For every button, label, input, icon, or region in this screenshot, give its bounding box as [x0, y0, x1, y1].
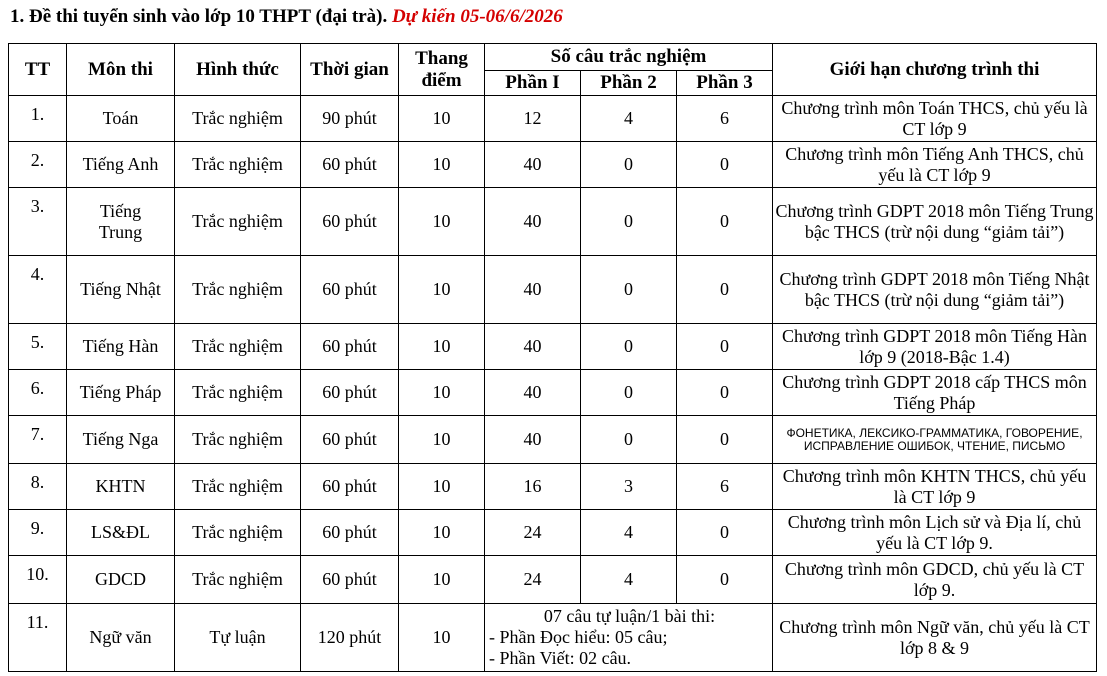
cell-scale: 10 [399, 96, 485, 142]
cell-essay-structure [485, 604, 773, 672]
cell-part2: 0 [581, 188, 677, 256]
cell-tt: 4. [9, 256, 67, 324]
cell-tt: 3. [9, 188, 67, 256]
header-part3: Phần 3 [677, 71, 773, 96]
cell-scale: 10 [399, 256, 485, 324]
cell-scale: 10 [399, 324, 485, 370]
cell-part1: 40 [485, 142, 581, 188]
cell-time: 60 phút [301, 556, 399, 604]
cell-format: Trắc nghiệm [175, 510, 301, 556]
cell-subject: Tiếng Nhật [67, 256, 175, 324]
table-row [9, 416, 1097, 464]
cell-scope: Chương trình môn Tiếng Anh THCS, chủ yếu là CT lớp 9 [773, 142, 1097, 188]
cell-subject: GDCD [67, 556, 175, 604]
header-tt: TT [9, 44, 67, 96]
essay-line-2: - Phần Đọc hiểu: 05 câu; [489, 627, 668, 647]
cell-subject: Ngữ văn [67, 604, 175, 672]
cell-tt: 5. [9, 324, 67, 370]
cell-time: 60 phút [301, 324, 399, 370]
cell-part3: 0 [677, 188, 773, 256]
cell-time: 90 phút [301, 96, 399, 142]
cell-part3: 0 [677, 324, 773, 370]
cell-subject: Tiếng Anh [67, 142, 175, 188]
header-scale: Thang điểm [399, 44, 485, 96]
cell-scope: Chương trình môn Toán THCS, chủ yếu là CT lớp 9 [773, 96, 1097, 142]
cell-format: Tự luận [175, 604, 301, 672]
cell-scale: 10 [399, 370, 485, 416]
cell-scale: 10 [399, 510, 485, 556]
cell-time: 60 phút [301, 464, 399, 510]
cell-part3: 0 [677, 416, 773, 464]
cell-time: 120 phút [301, 604, 399, 672]
cell-part2: 3 [581, 464, 677, 510]
essay-line-1: 07 câu tự luận/1 bài thi: [543, 606, 716, 626]
cell-part2: 4 [581, 510, 677, 556]
cell-time: 60 phút [301, 256, 399, 324]
table-row [9, 96, 1097, 142]
header-subject: Môn thi [67, 44, 175, 96]
table-row [9, 510, 1097, 556]
table-row [9, 370, 1097, 416]
cell-tt: 2. [9, 142, 67, 188]
cell-scale: 10 [399, 188, 485, 256]
cell-format: Trắc nghiệm [175, 464, 301, 510]
cell-scale: 10 [399, 604, 485, 672]
cell-part1: 24 [485, 510, 581, 556]
cell-format: Trắc nghiệm [175, 142, 301, 188]
cell-scope: Chương trình môn Lịch sử và Địa lí, chủ yếu là CT lớp 9. [773, 510, 1097, 556]
cell-scope: ФОНЕТИКА, ЛЕКСИКО-ГРАММАТИКА, ГОВОРЕНИЕ, ИСПРАВЛЕНИЕ ОШИБОК, ЧТЕНИЕ, ПИСЬМО [773, 416, 1097, 464]
cell-part1: 24 [485, 556, 581, 604]
table-row [9, 256, 1097, 324]
cell-tt: 10. [9, 556, 67, 604]
cell-format: Trắc nghiệm [175, 256, 301, 324]
table-row [9, 556, 1097, 604]
cell-part3: 0 [677, 142, 773, 188]
cell-part2: 4 [581, 96, 677, 142]
header-part1: Phần I [485, 71, 581, 96]
table-row [9, 324, 1097, 370]
cell-scope: Chương trình GDPT 2018 môn Tiếng Trung bậc THCS (trừ nội dung “giảm tải”) [773, 188, 1097, 256]
cell-subject: Tiếng Trung [67, 188, 175, 256]
cell-tt: 8. [9, 464, 67, 510]
cell-scope: Chương trình môn KHTN THCS, chủ yếu là CT lớp 9 [773, 464, 1097, 510]
cell-subject: LS&ĐL [67, 510, 175, 556]
cell-subject: Tiếng Hàn [67, 324, 175, 370]
header-time: Thời gian [301, 44, 399, 96]
header-scope: Giới hạn chương trình thi [773, 44, 1097, 96]
cell-scale: 10 [399, 142, 485, 188]
cell-time: 60 phút [301, 510, 399, 556]
cell-part3: 0 [677, 370, 773, 416]
header-format: Hình thức [175, 44, 301, 96]
cell-time: 60 phút [301, 416, 399, 464]
cell-part2: 0 [581, 324, 677, 370]
table-row [9, 188, 1097, 256]
cell-part1: 40 [485, 370, 581, 416]
cell-part3: 6 [677, 464, 773, 510]
cell-part2: 0 [581, 370, 677, 416]
cell-part1: 40 [485, 256, 581, 324]
cell-format: Trắc nghiệm [175, 556, 301, 604]
heading-exam-date: Dự kiến 05-06/6/2026 [391, 6, 563, 27]
cell-tt: 7. [9, 416, 67, 464]
cell-part1: 12 [485, 96, 581, 142]
cell-tt: 1. [9, 96, 67, 142]
page-heading [10, 6, 563, 28]
cell-tt: 9. [9, 510, 67, 556]
cell-time: 60 phút [301, 370, 399, 416]
cell-scale: 10 [399, 464, 485, 510]
cell-part1: 40 [485, 324, 581, 370]
cell-time: 60 phút [301, 142, 399, 188]
exam-table [8, 43, 1097, 672]
cell-subject: KHTN [67, 464, 175, 510]
table-row [9, 464, 1097, 510]
cell-scope: Chương trình môn Ngữ văn, chủ yếu là CT lớp 8 & 9 [773, 604, 1097, 672]
cell-part2: 0 [581, 416, 677, 464]
cell-format: Trắc nghiệm [175, 96, 301, 142]
cell-part2: 0 [581, 256, 677, 324]
header-questions-group: Số câu trắc nghiệm [485, 44, 773, 71]
cell-subject: Toán [67, 96, 175, 142]
cell-format: Trắc nghiệm [175, 188, 301, 256]
cell-subject: Tiếng Pháp [67, 370, 175, 416]
cell-part1: 16 [485, 464, 581, 510]
cell-part1: 40 [485, 188, 581, 256]
header-part2: Phần 2 [581, 71, 677, 96]
essay-line-3: - Phần Viết: 02 câu. [489, 648, 632, 668]
cell-scope: Chương trình GDPT 2018 môn Tiếng Nhật bậc THCS (trừ nội dung “giảm tải”) [773, 256, 1097, 324]
cell-format: Trắc nghiệm [175, 324, 301, 370]
cell-scope: Chương trình môn GDCD, chủ yếu là CT lớp 9. [773, 556, 1097, 604]
cell-subject: Tiếng Nga [67, 416, 175, 464]
cell-scale: 10 [399, 416, 485, 464]
cell-part3: 0 [677, 510, 773, 556]
cell-scope: Chương trình GDPT 2018 cấp THCS môn Tiếng Pháp [773, 370, 1097, 416]
table-row [9, 142, 1097, 188]
cell-part3: 0 [677, 256, 773, 324]
cell-format: Trắc nghiệm [175, 416, 301, 464]
cell-scope: Chương trình GDPT 2018 môn Tiếng Hàn lớp 9 (2018-Bậc 1.4) [773, 324, 1097, 370]
table-row [9, 604, 1097, 672]
cell-part3: 6 [677, 96, 773, 142]
cell-tt: 6. [9, 370, 67, 416]
cell-scale: 10 [399, 556, 485, 604]
cell-part3: 0 [677, 556, 773, 604]
cell-part2: 0 [581, 142, 677, 188]
cell-part1: 40 [485, 416, 581, 464]
cell-part2: 4 [581, 556, 677, 604]
heading-main: 1. Đề thi tuyển sinh vào lớp 10 THPT (đại trà). [10, 6, 388, 27]
cell-format: Trắc nghiệm [175, 370, 301, 416]
cell-tt: 11. [9, 604, 67, 672]
cell-time: 60 phút [301, 188, 399, 256]
